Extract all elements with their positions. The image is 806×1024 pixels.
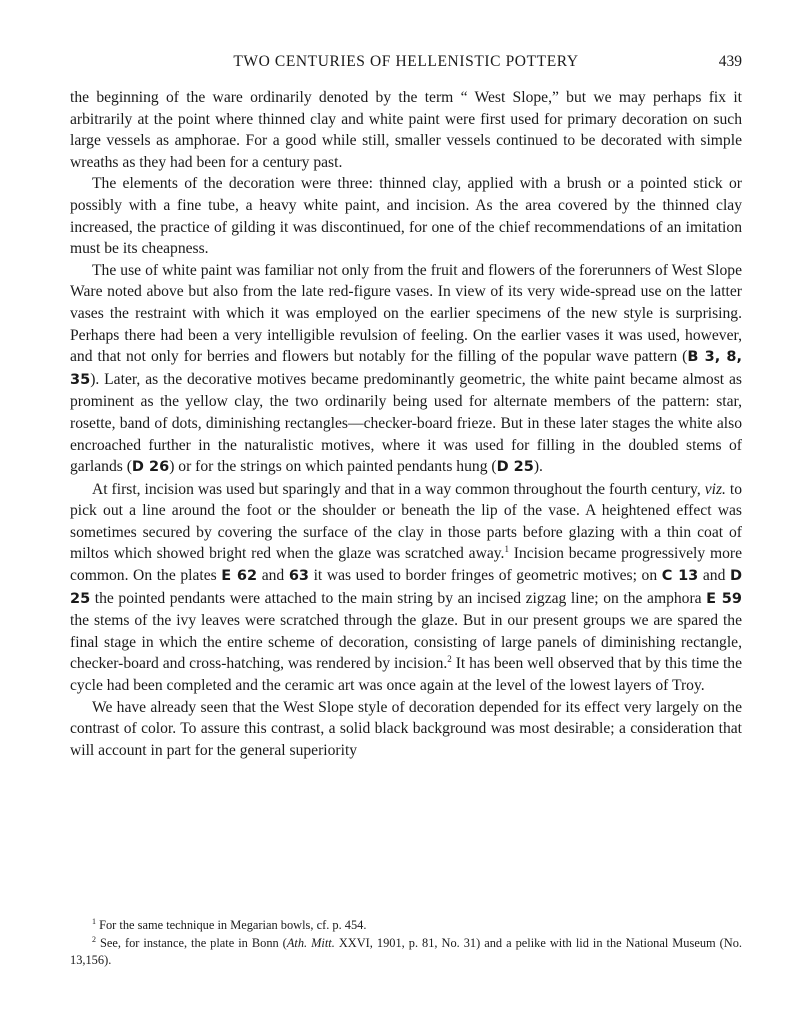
catalog-ref: E 62 — [221, 568, 258, 585]
page-header — [70, 52, 742, 72]
page-number: 439 — [718, 53, 742, 70]
body-text — [70, 87, 742, 761]
catalog-ref: D 26 — [131, 459, 170, 476]
catalog-ref: C 13 — [661, 568, 699, 585]
paragraph-1-text: the beginning of the ware ordinarily denoted by the term “ West Slope,” but we may perhaps fix it arbitrarily at the point where thinned clay and white paint were first used for primary decoration on such large vessels as amphorae. For a good while still, smaller vessels continued to be decorated with simple wreaths as they had been for a century past. — [70, 89, 742, 171]
paragraph-4-text: the stems of the ivy leaves were scratched through the glaze. But in our present groups we are spared the final stage in which the entire scheme of decoration, consisting of large panels of diminishing rectangle, checker-board and cross-hatching, was rendered by incision. — [70, 612, 742, 673]
footnote-marker-2[interactable]: 2 — [447, 654, 452, 665]
catalog-ref: D 25 — [70, 568, 742, 607]
paragraph-4-text: It has been well observed that by this time the cycle had been completed and the ceramic art was once again at the level of the lowest layers of Troy. — [70, 655, 742, 695]
footnote-1-mark: 1 — [92, 917, 96, 926]
paragraph-4-text: Incision became progressively more common. On the plates — [70, 545, 743, 585]
paragraph-4-text: and — [257, 567, 289, 585]
running-head: TWO CENTURIES OF HELLENISTIC POTTERY — [233, 53, 579, 70]
paragraph-2 — [70, 173, 742, 259]
paragraph-3 — [70, 260, 742, 479]
paragraph-1 — [70, 87, 742, 173]
paragraph-3-text: ) or for the strings on which painted pendants hung ( — [169, 458, 497, 476]
footnote-2-text: XXVI, 1901, p. 81, No. 31) and a pelike with lid in the National Museum (No. 13,156). — [70, 935, 742, 967]
footnote-1 — [70, 917, 742, 935]
paragraph-3-text: ). Later, as the decorative motives became predominantly geometric, the white paint became almost as prominent as the yellow clay, the two ordinarily being used for alternate members of the pattern: star, rosette, band of dots, diminishing rectangles—checker-board frieze. But in these later stages the white also encroached further in the naturalistic motives, where it was used for filling in the doubled stems of garlands ( — [70, 370, 742, 476]
paragraph-5-text: We have already seen that the West Slope style of decoration depended for its effect very largely on the contrast of color. To assure this contrast, a solid black background was most desirable; a consideration that will account in part for the general superiority — [70, 698, 742, 759]
paragraph-3-text: ). — [533, 458, 543, 476]
footnote-2-mark: 2 — [92, 934, 96, 944]
footnote-2-text: See, for instance, the plate in Bonn ( — [96, 935, 287, 950]
footnote-2 — [70, 935, 742, 970]
paragraph-4-text: to pick out a line around the foot or the shoulder or beneath the lip of the vase. A heightened effect was sometimes secured by covering the surface of the clay in those parts before glazing with a thin coat of miltos which showed bright red when the glaze was scratched away. — [70, 480, 743, 563]
catalog-ref: E 59 — [706, 590, 742, 607]
paragraph-4-text: it was used to border fringes of geometric motives; on — [309, 567, 662, 585]
italic-viz: viz. — [704, 480, 726, 498]
catalog-ref: B 3, 8, 35 — [70, 349, 742, 388]
journal-title: Ath. Mitt. — [286, 935, 335, 950]
paragraph-3-text: The use of white paint was familiar not only from the fruit and flowers of the forerunners of West Slope Ware noted above but also from the late red-figure vases. In view of its very wide-spread use on the latter vases the restraint with which it was employed on the earlier specimens of the new style is surprising. Perhaps there had been a very intelligible revulsion of feeling. On the earlier vases it was used, however, and that not only for berries and flowers but notably for the filling of the popular wave pattern ( — [70, 261, 742, 366]
paragraph-4 — [70, 479, 742, 697]
paragraph-2-text: The elements of the decoration were three: thinned clay, applied with a brush or a pointed stick or possibly with a fine tube, a heavy white paint, and incision. As the area covered by the thinned clay increased, the practice of gilding it was discontinued, for one of the chief recommendations of an imitation must be its cheapness. — [70, 175, 742, 258]
paragraph-4-text: At first, incision was used but sparingly and that in a way common throughout the fourth century, — [92, 480, 705, 498]
paragraph-4-text: and — [698, 567, 730, 585]
footnote-marker-1[interactable]: 1 — [504, 544, 509, 555]
footnotes — [70, 917, 742, 970]
catalog-ref: D 25 — [496, 459, 534, 476]
paragraph-4-text: the pointed pendants were attached to the main string by an incised zigzag line; on the amphora — [90, 589, 707, 607]
paragraph-5 — [70, 697, 742, 762]
catalog-ref: 63 — [288, 568, 309, 585]
footnote-1-text: For the same technique in Megarian bowls, cf. p. 454. — [96, 918, 367, 932]
